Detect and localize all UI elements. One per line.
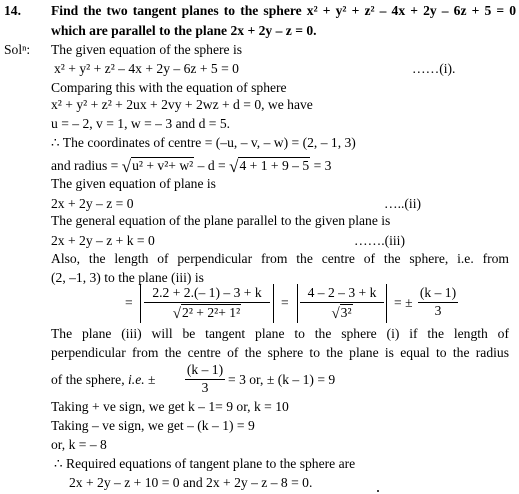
abs-bar <box>273 284 274 323</box>
solution-line-15: perpendicular from the centre of the sphere to the plane is equal to the radius <box>51 345 509 360</box>
fraction-denominator: 3 <box>434 302 442 318</box>
line-16-text-b: = 3 or, ± (k – 1) = 9 <box>228 372 336 387</box>
solution-line-18: Taking – ve sign, we get – (k – 1) = 9 <box>51 418 255 433</box>
fraction-denominator: 3 <box>201 379 209 395</box>
solution-line-20: ∴ Required equations of tangent plane to the sphere are <box>54 456 356 471</box>
solution-line-8: The given equation of plane is <box>51 176 216 191</box>
radius-line <box>51 156 331 174</box>
fraction-numerator: 4 – 2 – 3 + k <box>307 285 377 300</box>
solution-line-14: The plane (iii) will be tangent plane to the sphere (i) if the length of <box>51 326 509 341</box>
fraction-numerator: (k – 1) <box>186 362 224 377</box>
distance-fraction-2 <box>300 286 384 321</box>
sphere-equation: x² + y² + z² – 4x + 2y – 6z + 5 = 0 <box>54 61 239 76</box>
general-sphere-equation: x² + y² + z² + 2ux + 2vy + 2wz + d = 0, we have <box>51 97 313 112</box>
equation-tag-ii: …..(ii) <box>384 196 421 211</box>
fraction-denominator: √2² + 2²+ 1² <box>172 304 241 322</box>
solution-line-13: (2, –1, 3) to the plane (iii) is <box>51 270 204 285</box>
plus-minus: ± <box>148 372 156 387</box>
solution-line-1: The given equation of the sphere is <box>51 42 243 57</box>
radius-text-b: – d = <box>197 158 226 173</box>
fraction-denominator: √3² <box>331 304 352 322</box>
abs-bar <box>297 284 298 323</box>
solution-line-19: or, k = – 8 <box>51 437 107 452</box>
fraction-numerator: 2.2 + 2.(– 1) – 3 + k <box>152 285 262 300</box>
radius-text-a: and radius = <box>51 158 119 173</box>
abs-bar <box>386 284 387 323</box>
solution-line-3: Comparing this with the equation of sphere <box>51 80 287 95</box>
solution-line-16 <box>51 373 156 387</box>
equals-sign-2: = <box>281 295 289 310</box>
tangent-plane-equations: 2x + 2y – z + 10 = 0 and 2x + 2y – z – 8 = 0. <box>69 475 313 490</box>
radical-sign: √ <box>229 157 239 176</box>
fraction-numerator: (k – 1) <box>419 285 457 300</box>
solution-line-12: Also, the length of perpendicular from the centre of the sphere, i.e. from <box>51 251 509 266</box>
radius-text-c: = 3 <box>313 158 332 173</box>
root-denominator: 2² + 2²+ 1² <box>182 304 241 320</box>
equals-plus-minus: = ± <box>394 295 413 310</box>
solution-label: Solⁿ: <box>4 42 31 57</box>
equation-tag-i: ……(i). <box>412 61 456 76</box>
stray-dot <box>377 490 379 492</box>
equals-sign-1: = <box>125 295 133 310</box>
equation-tag-iii: …….(iii) <box>354 233 405 248</box>
distance-fraction-3 <box>418 286 458 319</box>
fraction-bar <box>144 302 270 303</box>
radius-fraction <box>185 363 225 396</box>
radical-sign: √ <box>121 157 132 176</box>
radius-root-1: u² + v²+ w² <box>132 158 194 173</box>
question-line-2: which are parallel to the plane 2x + 2y – z = 0. <box>51 23 317 38</box>
root-denominator: 3² <box>340 304 352 320</box>
solution-line-17: Taking + ve sign, we get k – 1= 9 or, k = 10 <box>51 399 289 414</box>
plane-equation: 2x + 2y – z = 0 <box>51 196 134 211</box>
distance-fraction-1 <box>144 286 270 321</box>
abs-bar <box>140 284 141 323</box>
parallel-plane-equation: 2x + 2y – z + k = 0 <box>51 233 155 248</box>
question-line-1: Find the two tangent planes to the sphere x² + y² + z² – 4x + 2y – 6z + 5 = 0 <box>51 3 516 18</box>
centre-coordinates: ∴ The coordinates of centre = (–u, – v, – w) = (2, – 1, 3) <box>51 135 356 150</box>
solution-line-10: The general equation of the plane parallel to the given plane is <box>51 213 391 228</box>
radius-root-2: 4 + 1 + 9 – 5 <box>239 158 310 173</box>
question-number: 14. <box>4 3 21 18</box>
fraction-bar <box>300 302 384 303</box>
solution-line-5: u = – 2, v = 1, w = – 3 and d = 5. <box>51 116 231 131</box>
line-16-text-a: of the sphere, <box>51 372 125 387</box>
ie-abbrev: i.e. <box>128 372 145 387</box>
